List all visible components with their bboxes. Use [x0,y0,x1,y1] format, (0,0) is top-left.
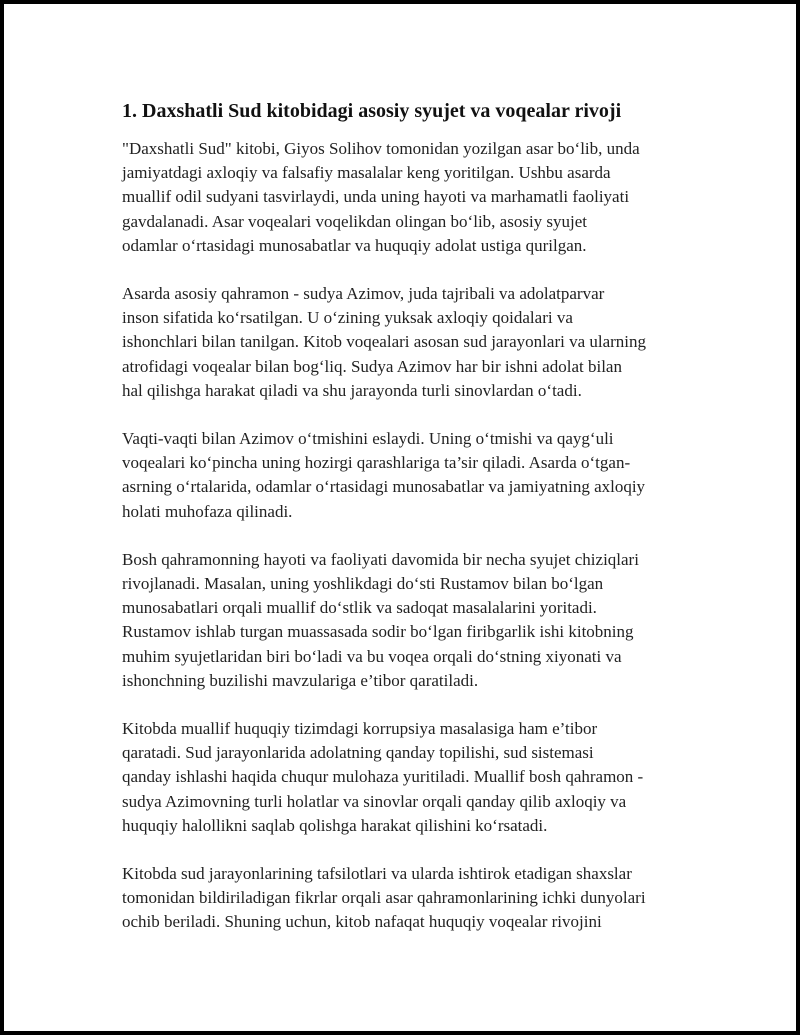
paragraph-4: Bosh qahramonning hayoti va faoliyati davomida bir necha syujet chiziqlari rivojlanadi. Masalan, uning yoshlikdagi do‘sti Rustamov bilan bo‘lgan munosabatlari orqali muallif do‘stlik va sadoqat masalalarini yoritadi. Rustamov ishlab turgan muassasada sodir bo‘lgan firibgarlik ishi kitobning muhim syujetlaridan biri bo‘ladi va bu voqea orqali do‘stning xiyonati va ishonchning buzilishi mavzulariga e’tibor qaratiladi. [122,549,639,690]
paragraph-3: Vaqti-vaqti bilan Azimov o‘tmishini eslaydi. Uning o‘tmishi va qayg‘uli voqealari ko‘pincha uning hozirgi qarashlariga ta’sir qiladi. Asarda o‘tgan- asrning o‘rtalarida, odamlar o‘rtasidagi munosabatlar va jamiyatning axloqiy holati muhofaza qilinadi. [122,429,646,521]
paragraph-6: Kitobda sud jarayonlarining tafsilotlari va ularda ishtirok etadigan shaxslar tomonidan bildiriladigan fikrlar orqali asar qahramonlarining ichki dunyolari ochib beriladi. Shuning uchun, kitob nafaqat huquqiy voqealar rivojini [122,864,646,932]
paragraph-2: Asarda asosiy qahramon - sudya Azimov, juda tajribali va adolatparvar inson sifatida ko‘rsatilgan. U o‘zining yuksak axloqiy qoidalari va ishonchlari bilan tanilgan. Kitob voqealari asosan sud jarayonlari va ularning atrofidagi voqealar bilan bog‘liq. Sudya Azimov har bir ishni adolat bilan hal qilishga harakat qiladi va shu jarayonda turli sinovlardan o‘tadi. [122,284,647,400]
section-heading: 1. Daxshatli Sud kitobidagi asosiy syujet va voqealar rivoji [122,100,622,122]
paragraph-1: "Daxshatli Sud" kitobi, Giyos Solihov tomonidan yozilgan asar bo‘lib, unda jamiyatdagi axloqiy va falsafiy masalalar keng yoritilgan. Ushbu asarda muallif odil sudyani tasvirlaydi, unda uning hayoti va marhamatli faoliyati gavdalanadi. Asar voqealari voqelikdan olingan bo‘lib, asosiy syujet odamlar o‘rtasidagi munosabatlar va huquqiy adolat ustiga qurilgan. [122,139,640,255]
document-body [122,97,692,959]
paragraph-5: Kitobda muallif huquqiy tizimdagi korrupsiya masalasiga ham e’tibor qaratadi. Sud jarayonlarida adolatning qanday topilishi, sud sistemasi qanday ishlashi haqida chuqur mulohaza yuritiladi. Muallif bosh qahramon - sudya Azimovning turli holatlar va sinovlar orqali qanday qilib axloqiy va huquqiy halollikni saqlab qolishga harakat qilishini ko‘rsatadi. [122,719,644,835]
